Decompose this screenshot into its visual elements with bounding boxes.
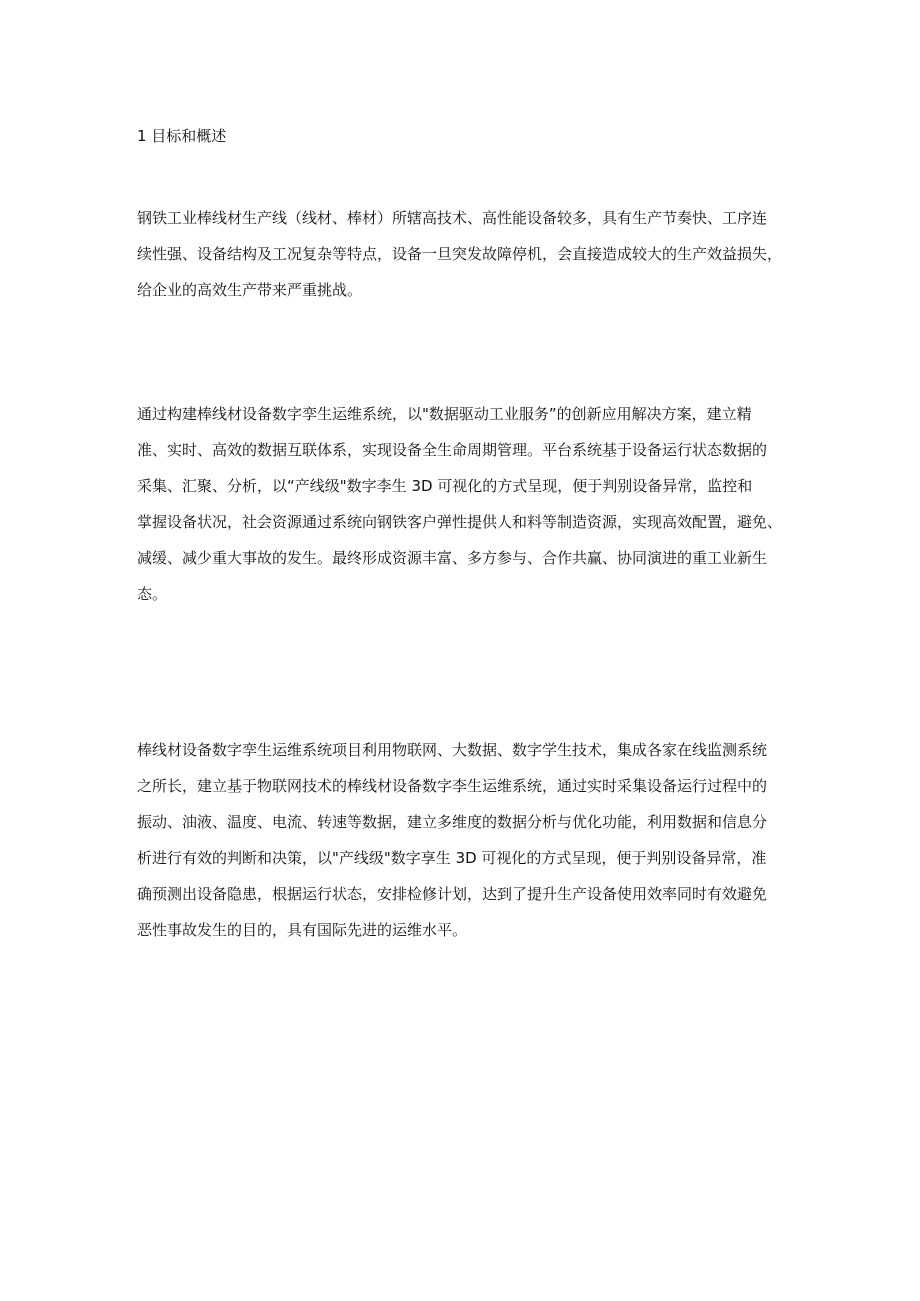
paragraph-line: 之所长，建立基于物联网技术的棒线材设备数字李生运维系统，通过实时采集设备运行过程中的 [137, 777, 768, 795]
paragraph-line: 恶性事故发生的目的，具有国际先进的运维水平。 [137, 921, 468, 939]
paragraph-line: 析进行有效的判断和决策，以"产线级"数字享生 3D 可视化的方式呈现，便于判别设备异常，准 [137, 849, 767, 867]
paragraph-line: 钢铁工业棒线材生产线（线材、棒材）所辖高技术、高性能设备较多，具有生产节奏快、工序连 [137, 209, 768, 227]
paragraph-line: 续性强、设备结构及工况复杂等特点，设备一旦突发故障停机，会直接造成较大的生产效益损失， [137, 245, 783, 263]
paragraph-line: 棒线材设备数字孪生运维系统项目利用物联网、大数据、数字学生技术，集成各家在线监测系统 [137, 741, 768, 759]
paragraph-line: 给企业的高效生产带来严重挑战。 [137, 281, 363, 299]
paragraph-line: 振动、油液、温度、电流、转速等数据，建立多维度的数据分析与优化功能，利用数据和信息分 [137, 813, 768, 831]
paragraph-line: 确预测出设备隐患，根据运行状态，安排检修计划，达到了提升生产设备使用效率同时有效避免 [137, 885, 768, 903]
paragraph-3 [137, 738, 797, 954]
paragraph-line: 通过构建棒线材设备数字孪生运维系统，以"数据驱动工业服务”的创新应用解决方案，建立精 [137, 405, 752, 423]
paragraph-line: 态。 [137, 585, 168, 603]
paragraph-line: 掌握设备状况，社会资源通过系统向钢铁客户弹性提供人和料等制造资源，实现高效配置，避免、 [137, 513, 783, 531]
paragraph-line: 采集、汇聚、分析，以“产线级"数字李生 3D 可视化的方式呈现，便于判别设备异常，监控和 [137, 477, 753, 495]
section-heading: 1 目标和概述 [137, 127, 227, 145]
paragraph-line: 准、实时、高效的数据互联体系，实现设备全生命周期管理。平台系统基于设备运行状态数据的 [137, 441, 768, 459]
paragraph-line: 减缓、减少重大事故的发生。最终形成资源丰富、多方参与、合作共赢、协同演进的重工业新生 [137, 549, 768, 567]
paragraph-2 [137, 402, 797, 618]
paragraph-1 [137, 206, 797, 314]
